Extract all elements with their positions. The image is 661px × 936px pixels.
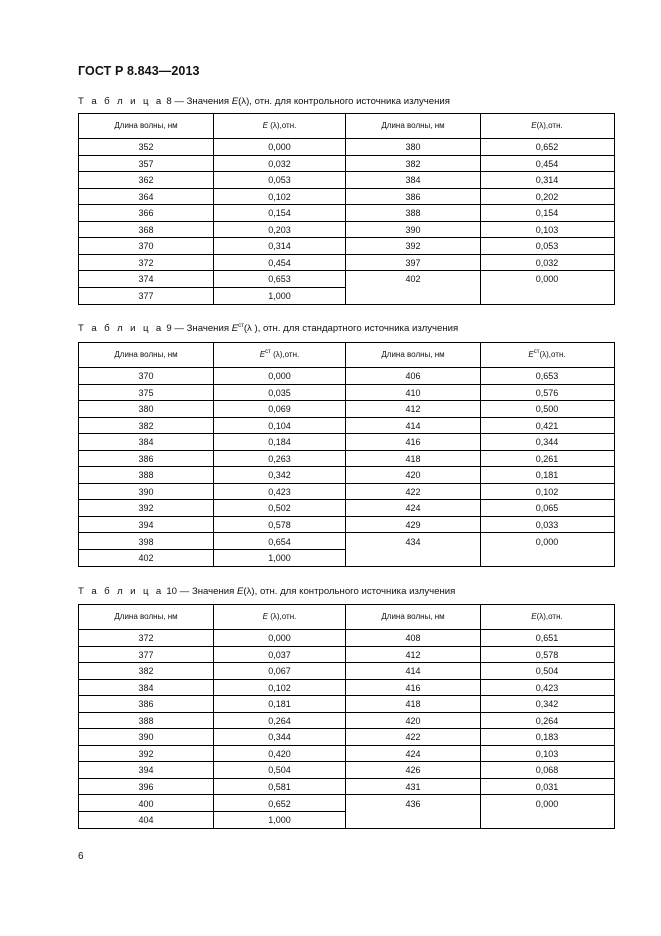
table-row xyxy=(79,779,345,796)
cell-wavelength: 357 xyxy=(138,158,154,169)
cell-wavelength: 380 xyxy=(138,404,154,415)
table-row xyxy=(79,796,345,813)
table-row xyxy=(346,172,614,189)
table-half-left xyxy=(79,343,346,566)
table-row xyxy=(79,451,345,468)
table-row xyxy=(79,418,345,435)
cell-value: 0,053 xyxy=(535,241,559,252)
cell-wavelength: 418 xyxy=(405,699,421,710)
cell-wavelength: 396 xyxy=(138,781,154,792)
table-row xyxy=(79,222,345,239)
cell-wavelength: 388 xyxy=(138,470,154,481)
cell-wavelength: 408 xyxy=(405,633,421,643)
caption-prefix: Т а б л и ц а xyxy=(78,586,164,597)
cell-wavelength: 386 xyxy=(405,191,421,202)
table-row xyxy=(346,189,614,206)
cell-value: 0,035 xyxy=(268,387,291,398)
header-value xyxy=(213,343,346,367)
cell-wavelength: 390 xyxy=(405,224,421,235)
cell-wavelength: 414 xyxy=(405,420,421,431)
cell-value: 0,183 xyxy=(535,732,559,743)
cell-value: 0,000 xyxy=(268,371,291,381)
cell-value: 0,184 xyxy=(268,437,291,448)
cell-value: 0,502 xyxy=(268,503,291,514)
header-value-symbol: E xyxy=(531,612,537,621)
cell-wavelength: 388 xyxy=(138,715,154,726)
table-row xyxy=(79,368,345,385)
header-value-unit: (λ),отн. xyxy=(539,350,566,359)
caption-number: 9 xyxy=(166,323,172,334)
caption-text: , отн. для стандартного источника излучения xyxy=(257,323,459,334)
cell-wavelength: 382 xyxy=(405,158,421,169)
cell-value: 0,342 xyxy=(535,699,559,710)
cell-wavelength: 394 xyxy=(138,519,154,530)
cell-wavelength: 402 xyxy=(138,553,154,564)
cell-wavelength: 390 xyxy=(138,732,154,743)
table-row xyxy=(346,418,614,435)
table-row xyxy=(346,630,614,647)
table-row xyxy=(79,762,345,779)
page-number: 6 xyxy=(78,851,84,862)
table-row xyxy=(346,680,614,697)
cell-value: 0,065 xyxy=(535,503,559,514)
cell-value: 0,314 xyxy=(268,241,291,252)
table-row xyxy=(79,434,345,451)
table-row xyxy=(79,729,345,746)
caption-superscript: ст xyxy=(238,323,244,329)
cell-value: 0,102 xyxy=(535,486,559,497)
cell-wavelength: 424 xyxy=(405,503,421,514)
table-header-row xyxy=(79,605,345,630)
cell-value: 0,454 xyxy=(268,257,291,268)
table-row xyxy=(346,762,614,779)
header-value-unit: (λ),отн. xyxy=(270,350,300,359)
cell-value: 0,103 xyxy=(535,224,559,235)
cell-wavelength: 374 xyxy=(138,274,154,285)
table-row xyxy=(346,271,614,304)
cell-wavelength: 402 xyxy=(405,274,421,285)
table-row xyxy=(346,222,614,239)
cell-value: 0,261 xyxy=(535,453,559,464)
cell-value: 0,053 xyxy=(268,175,291,186)
caption-symbol: E xyxy=(231,96,239,107)
cell-value: 1,000 xyxy=(268,815,291,826)
table-row xyxy=(79,500,345,517)
table-row xyxy=(346,534,614,567)
caption-lambda: (λ) xyxy=(238,96,250,107)
table-row xyxy=(346,484,614,501)
table-row xyxy=(79,271,345,288)
cell-wavelength: 372 xyxy=(138,633,154,643)
table-row xyxy=(346,696,614,713)
header-value xyxy=(213,605,346,629)
cell-wavelength: 377 xyxy=(138,649,154,660)
cell-value: 0,154 xyxy=(535,208,559,219)
table-row xyxy=(346,517,614,534)
cell-value: 0,069 xyxy=(268,404,291,415)
table-row xyxy=(346,647,614,664)
header-value-symbol: E xyxy=(528,350,534,359)
cell-value: 0,344 xyxy=(268,732,291,743)
cell-value: 0,067 xyxy=(268,666,291,677)
cell-value: 0,653 xyxy=(535,371,559,381)
header-wavelength: Длина волны, нм xyxy=(114,612,178,621)
table-half-right xyxy=(346,605,614,828)
header-value-superscript: ст xyxy=(533,349,540,355)
cell-value: 0,000 xyxy=(535,798,559,809)
caption-text: — Значения xyxy=(177,586,238,597)
table-row xyxy=(346,205,614,222)
table-row xyxy=(79,680,345,697)
cell-wavelength: 397 xyxy=(405,257,421,268)
table-header-row xyxy=(79,343,345,368)
cell-wavelength: 375 xyxy=(138,387,154,398)
table-half-right xyxy=(346,343,614,566)
cell-wavelength: 429 xyxy=(405,519,421,530)
table-row xyxy=(79,663,345,680)
table-caption xyxy=(78,96,450,107)
caption-symbol: E xyxy=(237,586,244,597)
table-row xyxy=(79,238,345,255)
cell-wavelength: 384 xyxy=(138,437,154,448)
cell-wavelength: 382 xyxy=(138,666,154,677)
cell-value: 0,576 xyxy=(535,387,559,398)
cell-value: 0,420 xyxy=(268,748,291,759)
cell-value: 0,264 xyxy=(535,715,559,726)
table-row xyxy=(79,517,345,534)
cell-value: 0,500 xyxy=(535,404,559,415)
caption-text: — Значения xyxy=(171,323,232,334)
cell-wavelength: 382 xyxy=(138,420,154,431)
cell-value: 0,102 xyxy=(268,682,291,693)
table-row xyxy=(346,467,614,484)
caption-lambda: (λ) xyxy=(243,586,255,597)
cell-value: 0,423 xyxy=(268,486,291,497)
cell-wavelength: 352 xyxy=(138,142,154,152)
table-row xyxy=(346,368,614,385)
cell-value: 0,342 xyxy=(268,470,291,481)
table-row xyxy=(79,484,345,501)
table-row xyxy=(346,238,614,255)
cell-value: 0,578 xyxy=(535,649,559,660)
caption-symbol: E xyxy=(231,323,239,334)
table-row xyxy=(79,550,345,567)
header-value xyxy=(480,343,614,367)
header-value xyxy=(480,114,614,138)
table-row xyxy=(346,746,614,763)
table-row xyxy=(79,205,345,222)
cell-wavelength: 394 xyxy=(138,765,154,776)
cell-value: 0,000 xyxy=(535,536,559,547)
table-row xyxy=(346,451,614,468)
cell-wavelength: 424 xyxy=(405,748,421,759)
header-wavelength: Длина волны, нм xyxy=(114,350,178,359)
cell-wavelength: 398 xyxy=(138,536,154,547)
cell-value: 0,103 xyxy=(535,748,559,759)
header-value-symbol: E xyxy=(259,350,266,359)
header-value-symbol: E xyxy=(531,121,537,130)
cell-value: 0,651 xyxy=(535,633,559,643)
cell-wavelength: 410 xyxy=(405,387,421,398)
cell-value: 0,031 xyxy=(535,781,559,792)
cell-wavelength: 416 xyxy=(405,437,421,448)
cell-value: 0,181 xyxy=(268,699,291,710)
header-value-unit: (λ),отн. xyxy=(536,612,563,621)
cell-wavelength: 384 xyxy=(138,682,154,693)
data-table xyxy=(78,113,615,305)
caption-text: — Значения xyxy=(171,96,232,107)
cell-wavelength: 392 xyxy=(138,503,154,514)
cell-wavelength: 364 xyxy=(138,191,154,202)
cell-value: 0,652 xyxy=(535,142,559,152)
cell-wavelength: 380 xyxy=(405,142,421,152)
table-row xyxy=(346,401,614,418)
cell-value: 1,000 xyxy=(268,553,291,564)
table-row xyxy=(346,713,614,730)
table-row xyxy=(346,156,614,173)
table-row xyxy=(79,647,345,664)
data-table xyxy=(78,604,615,829)
header-value-unit: (λ),отн. xyxy=(267,121,297,130)
cell-value: 0,202 xyxy=(535,191,559,202)
cell-value: 0,203 xyxy=(268,224,291,235)
cell-wavelength: 414 xyxy=(405,666,421,677)
data-table xyxy=(78,342,615,567)
header-value-symbol: E xyxy=(262,612,268,621)
cell-wavelength: 412 xyxy=(405,404,421,415)
cell-value: 0,000 xyxy=(268,142,291,152)
table-row xyxy=(346,779,614,796)
table-row xyxy=(79,401,345,418)
cell-value: 0,037 xyxy=(268,649,291,660)
cell-value: 0,068 xyxy=(535,765,559,776)
table-row xyxy=(79,713,345,730)
caption-number: 10 xyxy=(166,586,178,597)
cell-wavelength: 400 xyxy=(138,798,154,809)
cell-wavelength: 368 xyxy=(138,224,154,235)
table-row xyxy=(346,434,614,451)
cell-wavelength: 404 xyxy=(138,815,154,826)
cell-value: 0,032 xyxy=(535,257,559,268)
header-value xyxy=(213,114,346,138)
cell-wavelength: 386 xyxy=(138,699,154,710)
table-row xyxy=(79,255,345,272)
table-half-left xyxy=(79,605,346,828)
table-row xyxy=(79,189,345,206)
cell-value: 0,421 xyxy=(535,420,559,431)
cell-wavelength: 384 xyxy=(405,175,421,186)
table-row xyxy=(346,255,614,272)
cell-value: 0,154 xyxy=(268,208,291,219)
table-row xyxy=(346,385,614,402)
cell-value: 0,000 xyxy=(268,633,291,643)
cell-wavelength: 370 xyxy=(138,241,154,252)
header-value-superscript: ст xyxy=(265,349,271,355)
table-header-row xyxy=(79,114,345,139)
table-row xyxy=(79,172,345,189)
caption-prefix: Т а б л и ц а xyxy=(78,323,164,334)
document-title: ГОСТ Р 8.843—2013 xyxy=(78,64,200,78)
cell-value: 0,264 xyxy=(268,715,291,726)
header-wavelength: Длина волны, нм xyxy=(381,612,445,621)
table-row xyxy=(79,630,345,647)
table-row xyxy=(346,796,614,829)
header-value-symbol: E xyxy=(262,121,268,130)
table-row xyxy=(79,467,345,484)
table-row xyxy=(346,663,614,680)
header-wavelength: Длина волны, нм xyxy=(381,350,445,359)
cell-value: 0,423 xyxy=(535,682,559,693)
cell-value: 1,000 xyxy=(268,290,291,301)
cell-value: 0,581 xyxy=(268,781,291,792)
cell-value: 0,504 xyxy=(268,765,291,776)
cell-value: 0,454 xyxy=(535,158,559,169)
cell-wavelength: 372 xyxy=(138,257,154,268)
caption-number: 8 xyxy=(166,96,172,107)
table-row xyxy=(79,385,345,402)
table-half-right xyxy=(346,114,614,304)
cell-wavelength: 412 xyxy=(405,649,421,660)
table-row xyxy=(346,729,614,746)
header-wavelength: Длина волны, нм xyxy=(381,121,445,130)
cell-value: 0,504 xyxy=(535,666,559,677)
cell-value: 0,033 xyxy=(535,519,559,530)
cell-wavelength: 418 xyxy=(405,453,421,464)
cell-wavelength: 416 xyxy=(405,682,421,693)
table-row xyxy=(79,288,345,305)
cell-value: 0,652 xyxy=(268,798,291,809)
cell-value: 0,344 xyxy=(535,437,559,448)
cell-wavelength: 392 xyxy=(405,241,421,252)
cell-value: 0,000 xyxy=(535,274,559,285)
cell-wavelength: 366 xyxy=(138,208,154,219)
cell-wavelength: 436 xyxy=(405,798,421,809)
table-row xyxy=(346,139,614,156)
cell-wavelength: 390 xyxy=(138,486,154,497)
cell-wavelength: 426 xyxy=(405,765,421,776)
cell-value: 0,102 xyxy=(268,191,291,202)
table-caption xyxy=(78,586,455,597)
cell-wavelength: 388 xyxy=(405,208,421,219)
header-wavelength: Длина волны, нм xyxy=(114,121,178,130)
cell-wavelength: 386 xyxy=(138,453,154,464)
caption-lambda: (λ ) xyxy=(243,323,258,334)
header-value-unit: (λ),отн. xyxy=(536,121,563,130)
cell-value: 0,104 xyxy=(268,420,291,431)
cell-wavelength: 406 xyxy=(405,371,421,381)
cell-wavelength: 392 xyxy=(138,748,154,759)
table-row xyxy=(346,500,614,517)
cell-wavelength: 420 xyxy=(405,715,421,726)
header-value xyxy=(480,605,614,629)
cell-value: 0,032 xyxy=(268,158,291,169)
cell-wavelength: 362 xyxy=(138,175,154,186)
table-row xyxy=(79,156,345,173)
cell-value: 0,181 xyxy=(535,470,559,481)
cell-wavelength: 377 xyxy=(138,290,154,301)
table-half-left xyxy=(79,114,346,304)
table-caption xyxy=(78,323,458,334)
table-row xyxy=(79,139,345,156)
cell-wavelength: 431 xyxy=(405,781,421,792)
cell-wavelength: 370 xyxy=(138,371,154,381)
caption-text: , отн. для контрольного источника излучения xyxy=(254,586,456,597)
header-value-unit: (λ),отн. xyxy=(267,612,297,621)
caption-text: , отн. для контрольного источника излучения xyxy=(249,96,450,107)
cell-wavelength: 434 xyxy=(405,536,421,547)
cell-wavelength: 422 xyxy=(405,486,421,497)
cell-value: 0,314 xyxy=(535,175,559,186)
table-row xyxy=(79,746,345,763)
table-row xyxy=(79,696,345,713)
caption-prefix: Т а б л и ц а xyxy=(78,96,164,107)
cell-value: 0,653 xyxy=(268,274,291,285)
cell-value: 0,578 xyxy=(268,519,291,530)
cell-wavelength: 420 xyxy=(405,470,421,481)
table-row xyxy=(79,534,345,551)
cell-value: 0,263 xyxy=(268,453,291,464)
cell-value: 0,654 xyxy=(268,536,291,547)
cell-wavelength: 422 xyxy=(405,732,421,743)
table-row xyxy=(79,812,345,829)
